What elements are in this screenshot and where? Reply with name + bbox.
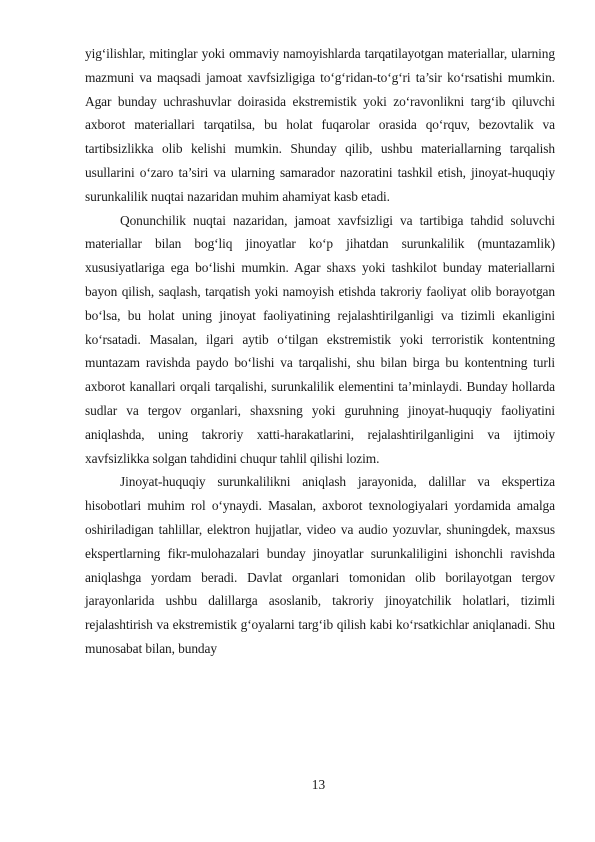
paragraph: Qonunchilik nuqtai nazaridan, jamoat xavfsizligi va tartibiga tahdid soluvchi materiallar bilan bog‘liq jinoyatlar ko‘p jihatdan surunkalilik (muntazamlik) xususiyatlariga ega bo‘lishi mumkin. Agar shaxs yoki tashkilot bunday materiallarni bayon qilish, saqlash, tarqatish yoki namoyish etishda takroriy faoliyat olib borayotgan bo‘lsa, bu holat uning jinoyat faoliyatining rejalashtirilganligi va tizimli ekanligini ko‘rsatadi. Masalan, ilgari aytib o‘tilgan ekstremistik yoki terroristik kontentning muntazam ravishda paydo bo‘lishi va tarqalishi, shu bilan birga bu kontentning turli axborot kanallari orqali tarqalishi, surunkalilik elementini ta’minlaydi. Bunday hollarda sudlar va tergov organlari, shaxsning yoki guruhning jinoyat-huquqiy faoliyatini aniqlashda, uning takroriy xatti-harakatlarini, rejalashtirilganligini va ijtimoiy xavfsizlikka solgan tahdidini chuqur tahlil qilishi lozim.	[85, 212, 555, 466]
paragraph-continuation: yig‘ilishlar, mitinglar yoki ommaviy namoyishlarda tarqatilayotgan materiallar, ularning mazmuni va maqsadi jamoat xavfsizligiga to‘g‘ridan-to‘g‘ri ta’sir ko‘rsatishi mumkin. Agar bunday uchrashuvlar doirasida ekstremistik yoki zo‘ravonlikni targ‘ib qiluvchi axborot materiallari tarqatilsa, bu holat fuqarolar orasida qo‘rquv, bezovtalik va tartibsizlikka olib kelishi mumkin. Shunday qilib, ushbu materiallarning tarqalish usullarini o‘zaro ta’siri va ularning samarador nazoratini tashkil etish, jinoyat-huquqiy surunkalilik nuqtai nazaridan muhim ahamiyat kasb etadi.	[85, 46, 555, 204]
paragraph: Jinoyat-huquqiy surunkalilikni aniqlash jarayonida, dalillar va ekspertiza hisobotlari muhim rol o‘ynaydi. Masalan, axborot texnologiyalari yordamida amalga oshiriladigan tahlillar, elektron hujjatlar, video va audio yozuvlar, shuningdek, maxsus ekspertlarning fikr-mulohazalari bunday jinoyatlar surunkaliligini ishonchli ravishda aniqlashga yordam beradi. Davlat organlari tomonidan olib borilayotgan tergov jarayonlarida ushbu dalillarga asoslanib, takroriy jinoyatchilik holatlari, tizimli rejalashtirish va ekstremistik g‘oyalarni targ‘ib qilish kabi ko‘rsatkichlar aniqlanadi. Shu munosabat bilan, bunday	[85, 474, 555, 656]
page-number: 13	[311, 777, 326, 792]
body-text	[85, 42, 555, 661]
